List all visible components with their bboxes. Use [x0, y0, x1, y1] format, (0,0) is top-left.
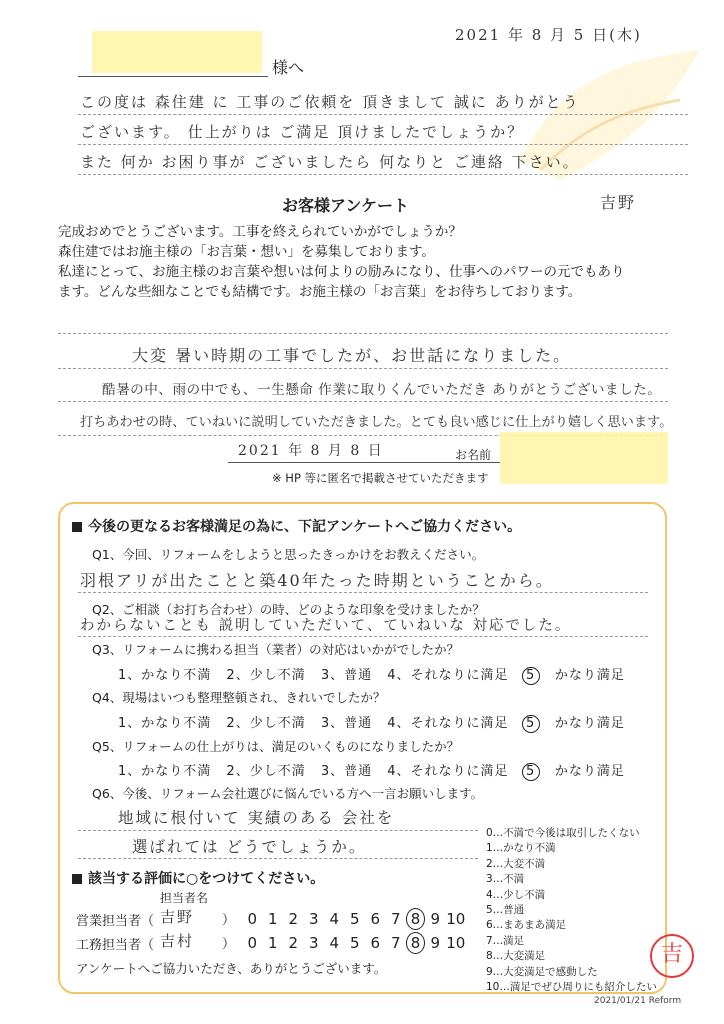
survey-intro-1: 完成おめでとうございます。工事を終えられていかがでしょうか？	[58, 224, 462, 240]
answer-rule	[78, 858, 478, 859]
sales-rating-9[interactable]: 9	[430, 910, 441, 928]
comment-rule	[58, 333, 668, 334]
letter-date: 2021 年 8 月 5 日(木)	[455, 26, 642, 44]
answer-1: 羽根アリが出たことと築40年たった時期ということから。	[80, 571, 554, 590]
answer-rule	[78, 830, 478, 831]
letter-rule	[78, 174, 688, 175]
legend-item-5: 5…普通	[486, 904, 525, 917]
q4-option-1[interactable]: 1、かなり不満	[118, 716, 212, 731]
evaluation-heading: 該当する評価に○をつけてください。	[72, 868, 324, 888]
works-label: 工務担当者（	[76, 938, 155, 953]
q3-scale	[118, 664, 645, 685]
q5-option-3[interactable]: 3、普通	[320, 764, 373, 779]
q4-option-5[interactable]	[524, 716, 635, 731]
sales-rating-8-selected[interactable]: 8	[406, 908, 425, 930]
q5-option-4[interactable]: 4、それなりに満足	[387, 764, 509, 779]
selected-circle: 5	[522, 667, 540, 685]
q5-option-2[interactable]: 2、少し不満	[226, 764, 306, 779]
customer-comment-1: 大変 暑い時期の工事でしたが、お世話になりました。	[132, 346, 572, 365]
works-rating-4[interactable]: 4	[329, 934, 340, 952]
answer-6-line-1: 地域に根付いて 実績のある 会社を	[118, 809, 395, 827]
recipient-suffix: 様へ	[272, 58, 305, 77]
q3-option-1[interactable]: 1、かなり不満	[118, 668, 212, 683]
sales-label: 営業担当者（	[76, 914, 155, 929]
legend-item-7: 7…満足	[486, 934, 525, 947]
question-6: Q6、今後、リフォーム会社選びに悩んでいる方へ一言お願いします。	[92, 786, 484, 801]
recipient-name-redaction	[92, 31, 262, 73]
q3-option-4[interactable]: 4、それなりに満足	[387, 668, 509, 683]
legend-item-8: 8…大変満足	[486, 950, 546, 963]
letter-line-3: また 何か お困り事が ございましたら 何なりと ご連絡 下さい。	[80, 153, 580, 171]
q5-option-5[interactable]	[524, 764, 635, 779]
publish-note: ※ HP 等に匿名で掲載させていただきます	[272, 471, 489, 485]
question-3: Q3、リフォームに携わる担当（業者）の対応はいかがでしたか？	[92, 642, 460, 657]
works-rating-7[interactable]: 7	[390, 934, 401, 952]
sales-close-paren: ）	[222, 913, 236, 928]
bullet-square-icon	[72, 874, 82, 884]
legend-item-4: 4…少し不満	[486, 888, 546, 901]
q5-scale	[118, 760, 645, 781]
letter-line-2: ございます。 仕上がりは ご満足 頂けましたでしょうか？	[80, 123, 525, 141]
letter-line-1: この度は 森住建 に 工事のご依頼を 頂きまして 誠に ありがとう	[80, 93, 580, 111]
answer-rule	[78, 636, 648, 637]
comment-date: 2021 年 8 月 8 日	[238, 443, 384, 459]
survey-intro-4: ます。どんな些細なことでも結構です。お施主様の「お言葉」をお待ちしております。	[58, 284, 582, 300]
q3-option-5[interactable]	[524, 668, 635, 683]
works-rating-10[interactable]: 10	[446, 934, 466, 952]
legend-item-3: 3…不満	[486, 873, 525, 886]
works-rating-row	[242, 932, 466, 954]
sales-rating-10[interactable]: 10	[446, 910, 466, 928]
sales-rating-6[interactable]: 6	[370, 910, 381, 928]
customer-name-redaction	[500, 432, 668, 484]
question-1: Q1、今回、リフォームをしようと思ったきっかけをお教えください。	[92, 547, 485, 562]
sales-rating-5[interactable]: 5	[349, 910, 360, 928]
letter-rule	[78, 144, 688, 145]
staff-name-header: 担当者名	[160, 891, 209, 905]
legend-item-0: 0…不満で今後は取引したくない	[486, 827, 640, 839]
bullet-square-icon	[72, 522, 82, 532]
sales-rating-row	[242, 908, 466, 930]
rating-legend	[486, 826, 657, 995]
q4-option-3[interactable]: 3、普通	[320, 716, 373, 731]
legend-item-2: 2…大変不満	[486, 857, 546, 870]
answer-rule	[78, 592, 648, 593]
q4-scale	[118, 712, 645, 733]
sales-rating-3[interactable]: 3	[308, 910, 319, 928]
customer-comment-3: 打ちあわせの時、ていねいに説明していただきました。とても良い感じに仕上がり嬉しく思います。	[80, 415, 673, 430]
works-rating-3[interactable]: 3	[308, 934, 319, 952]
stamp-char: 吉	[660, 942, 683, 967]
name-label: お名前	[455, 448, 492, 462]
q4-option-2[interactable]: 2、少し不満	[226, 716, 306, 731]
q3-option-3[interactable]: 3、普通	[320, 668, 373, 683]
works-name: 吉村	[160, 932, 195, 950]
works-close-paren: ）	[222, 937, 236, 952]
legend-item-9: 9…大変満足で感動した	[486, 965, 598, 978]
thanks-text: アンケートへご協力いただき、ありがとうございます。	[76, 961, 387, 976]
q3-option-2[interactable]: 2、少し不満	[226, 668, 306, 683]
letter-rule	[78, 114, 688, 115]
comment-date-underline	[228, 462, 500, 463]
works-rating-6[interactable]: 6	[370, 934, 381, 952]
answer-6-line-2: 選ばれては どうでしょうか。	[132, 838, 367, 856]
sales-rating-0[interactable]: 0	[247, 910, 258, 928]
legend-item-6: 6…まあまあ満足	[486, 919, 567, 932]
approval-stamp	[650, 934, 694, 978]
q3-option-5-label: かなり満足	[554, 668, 625, 683]
q4-option-4[interactable]: 4、それなりに満足	[387, 716, 509, 731]
comment-rule	[58, 368, 668, 369]
sales-name: 吉野	[160, 908, 195, 926]
works-rating-5[interactable]: 5	[349, 934, 360, 952]
customer-comment-2: 酷暑の中、雨の中でも、一生懸命 作業に取りくんでいただき ありがとうございました。	[102, 382, 662, 398]
question-4: Q4、現場はいつも整理整頓され、きれいでしたか？	[92, 690, 386, 705]
q4-option-5-label: かなり満足	[554, 716, 625, 731]
selected-circle: 5	[522, 715, 540, 733]
recipient-underline	[78, 76, 268, 77]
sales-rating-1[interactable]: 1	[267, 910, 278, 928]
sales-rating-4[interactable]: 4	[329, 910, 340, 928]
works-rating-9[interactable]: 9	[430, 934, 441, 952]
question-2: Q2、ご相談（お打ち合わせ）の時、どのような印象を受けましたか？	[92, 602, 485, 617]
works-rating-8-selected[interactable]: 8	[406, 932, 425, 954]
footer-version: 2021/01/21 Reform	[594, 996, 682, 1006]
question-5: Q5、リフォームの仕上がりは、満足のいくものになりましたか？	[92, 739, 460, 754]
survey-intro-3: 私達にとって、お施主様のお言葉や想いは何よりの励みになり、仕事へのパワーの元でもあり	[58, 264, 625, 280]
legend-item-10: 10…満足でぜひ周りにも紹介したい	[486, 981, 657, 994]
comment-rule	[58, 401, 668, 402]
letter-signature: 吉野	[600, 193, 637, 212]
questionnaire-heading: 今後の更なるお客様満足の為に、下記アンケートへご協力ください。	[72, 516, 521, 536]
sales-rating-2[interactable]: 2	[288, 910, 299, 928]
selected-circle: 5	[522, 763, 540, 781]
q5-option-1[interactable]: 1、かなり不満	[118, 764, 212, 779]
sales-rating-7[interactable]: 7	[390, 910, 401, 928]
q5-option-5-label: かなり満足	[554, 764, 625, 779]
answer-2: わからないことも 説明していただいて、ていねいな 対応でした。	[80, 618, 572, 634]
legend-item-1: 1…かなり不満	[486, 842, 556, 855]
watermark-decoration	[500, 40, 720, 200]
survey-intro-2: 森住建ではお施主様の「お言葉・想い」を募集しております。	[58, 244, 435, 260]
survey-title: お客様アンケート	[282, 196, 410, 215]
works-rating-0[interactable]: 0	[247, 934, 258, 952]
works-rating-2[interactable]: 2	[288, 934, 299, 952]
works-rating-1[interactable]: 1	[267, 934, 278, 952]
